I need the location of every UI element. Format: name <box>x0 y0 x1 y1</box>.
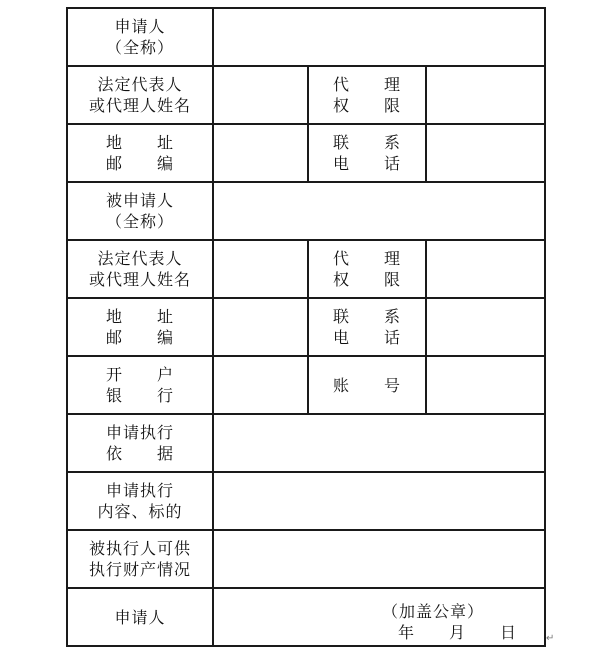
respondent-rep-label: 法定代表人 或代理人姓名 <box>88 249 191 289</box>
applicant-name-label-cell <box>67 8 213 66</box>
execution-content-row <box>67 472 545 530</box>
respondent-address-label-cell <box>67 298 213 356</box>
applicant-phone-field[interactable] <box>426 124 545 182</box>
applicant-rep-row <box>67 66 545 124</box>
respondent-name-field[interactable] <box>213 182 545 240</box>
respondent-authority-field[interactable] <box>426 240 545 298</box>
applicant-authority-label: 代 理 权 限 <box>332 75 401 115</box>
execution-property-label: 被执行人可供 执行财产情况 <box>88 539 191 579</box>
respondent-phone-field[interactable] <box>426 298 545 356</box>
execution-property-row <box>67 530 545 588</box>
respondent-bank-field[interactable] <box>213 356 308 414</box>
footer-applicant-label-cell <box>67 588 213 646</box>
respondent-name-row <box>67 182 545 240</box>
respondent-bank-row <box>67 356 545 414</box>
respondent-authority-label-cell <box>308 240 426 298</box>
respondent-rep-field[interactable] <box>213 240 308 298</box>
applicant-phone-label-cell <box>308 124 426 182</box>
stamp-note: （加盖公章） <box>382 602 485 621</box>
execution-basis-field[interactable] <box>213 414 545 472</box>
respondent-address-label: 地 址 邮 编 <box>105 307 174 347</box>
applicant-name-row <box>67 8 545 66</box>
applicant-authority-label-cell <box>308 66 426 124</box>
respondent-account-label: 账 号 <box>332 375 401 395</box>
applicant-rep-label: 法定代表人 或代理人姓名 <box>88 75 191 115</box>
respondent-rep-row <box>67 240 545 298</box>
execution-content-label-cell <box>67 472 213 530</box>
applicant-authority-field[interactable] <box>426 66 545 124</box>
respondent-name-label-cell <box>67 182 213 240</box>
respondent-bank-label: 开 户 银 行 <box>105 365 174 405</box>
respondent-account-label-cell <box>308 356 426 414</box>
execution-application-form <box>66 7 546 647</box>
applicant-address-label-cell <box>67 124 213 182</box>
respondent-bank-label-cell <box>67 356 213 414</box>
footer-row <box>67 588 545 646</box>
footer-applicant-label: 申请人 <box>114 607 166 627</box>
respondent-address-row <box>67 298 545 356</box>
respondent-phone-label: 联 系 电 话 <box>332 307 401 347</box>
respondent-address-field[interactable] <box>213 298 308 356</box>
execution-basis-row <box>67 414 545 472</box>
execution-content-label: 申请执行 内容、标的 <box>97 481 183 521</box>
execution-content-field[interactable] <box>213 472 545 530</box>
execution-property-label-cell <box>67 530 213 588</box>
respondent-name-label: 被申请人 （全称） <box>105 191 174 231</box>
execution-basis-label-cell <box>67 414 213 472</box>
applicant-address-label: 地 址 邮 编 <box>105 133 174 173</box>
respondent-phone-label-cell <box>308 298 426 356</box>
execution-property-field[interactable] <box>213 530 545 588</box>
applicant-rep-label-cell <box>67 66 213 124</box>
respondent-rep-label-cell <box>67 240 213 298</box>
date-line: 年 月 日 <box>398 623 518 642</box>
applicant-rep-field[interactable] <box>213 66 308 124</box>
applicant-name-label: 申请人 （全称） <box>105 17 174 57</box>
paragraph-mark-icon: ↵ <box>546 633 555 644</box>
execution-basis-label: 申请执行 依 据 <box>105 423 174 463</box>
respondent-account-field[interactable] <box>426 356 545 414</box>
applicant-name-field[interactable] <box>213 8 545 66</box>
applicant-address-field[interactable] <box>213 124 308 182</box>
respondent-authority-label: 代 理 权 限 <box>332 249 401 289</box>
applicant-phone-label: 联 系 电 话 <box>332 133 401 173</box>
applicant-address-row <box>67 124 545 182</box>
signature-field[interactable] <box>213 588 545 646</box>
